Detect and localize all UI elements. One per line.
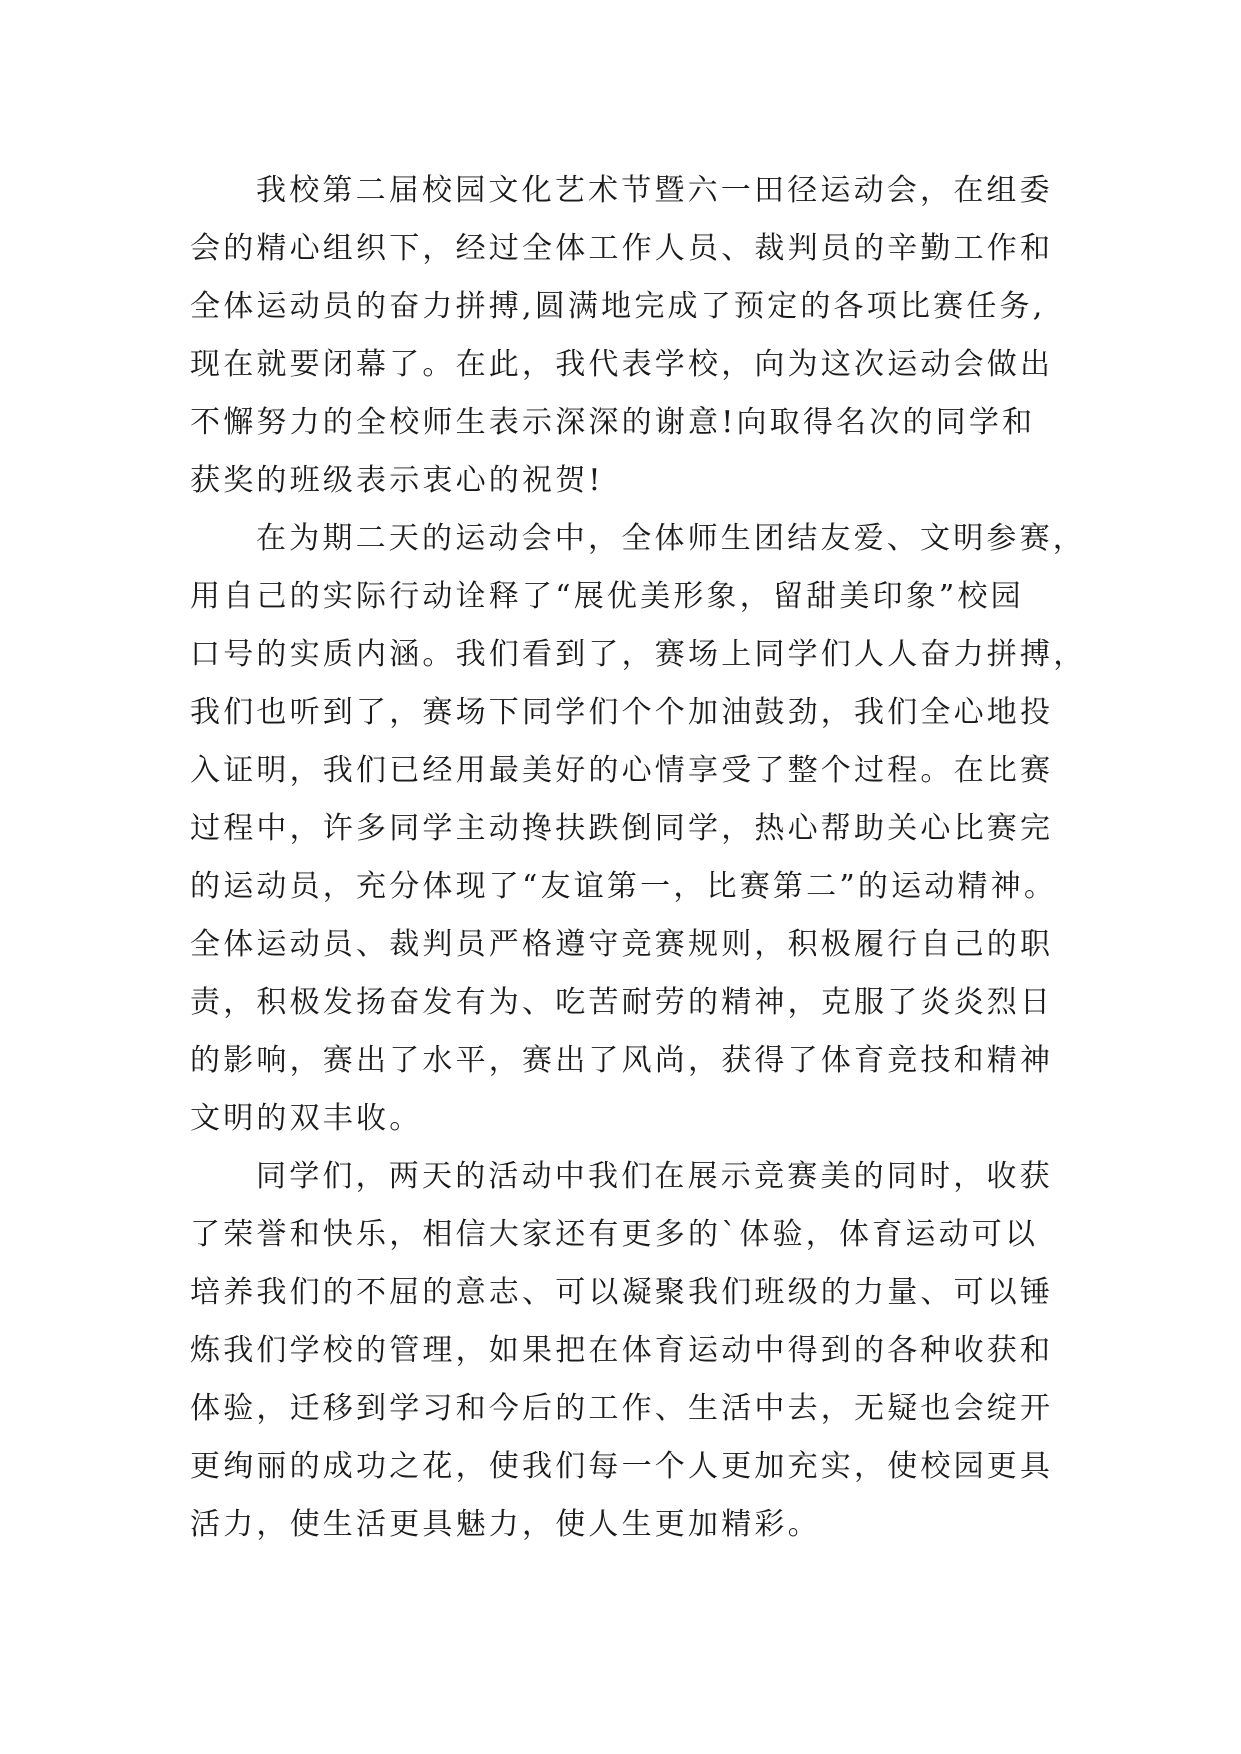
text-line: 会的精心组织下，经过全体工作人员、裁判员的辛勤工作和	[190, 231, 1054, 266]
text-line: 同学们，两天的活动中我们在展示竞赛美的同时，收获	[256, 1159, 1053, 1194]
text-line: 获奖的班级表示衷心的祝贺!	[190, 463, 604, 498]
text-line: 我校第二届校园文化艺术节暨六一田径运动会，在组委	[256, 173, 1053, 208]
text-line: 过程中，许多同学主动搀扶跌倒同学，热心帮助关心比赛完	[190, 811, 1054, 846]
text-line: 体验，迁移到学习和今后的工作、生活中去，无疑也会绽开	[190, 1391, 1054, 1426]
text-line: 的运动员，充分体现了“友谊第一，比赛第二”的运动精神。	[190, 869, 1058, 904]
text-line: 全体运动员的奋力拼搏,圆满地完成了预定的各项比赛任务,	[190, 289, 1046, 324]
text-line: 文明的双丰收。	[190, 1101, 423, 1136]
text-line: 的影响，赛出了水平，赛出了风尚，获得了体育竞技和精神	[190, 1043, 1054, 1078]
text-line: 炼我们学校的管理，如果把在体育运动中得到的各种收获和	[190, 1333, 1054, 1368]
text-line: 责，积极发扬奋发有为、吃苦耐劳的精神，克服了炎炎烈日	[190, 985, 1054, 1020]
text-line: 我们也听到了，赛场下同学们个个加油鼓劲，我们全心地投	[190, 695, 1054, 730]
text-line: 口号的实质内涵。我们看到了，赛场上同学们人人奋力拼搏，	[190, 637, 1087, 672]
paragraph-1	[190, 162, 1095, 510]
text-line: 用自己的实际行动诠释了“展优美形象，留甜美印象”校园	[190, 579, 1024, 614]
text-line: 培养我们的不屈的意志、可以凝聚我们班级的力量、可以锤	[190, 1275, 1054, 1310]
paragraph-2	[190, 510, 1095, 1148]
text-line: 在为期二天的运动会中，全体师生团结友爱、文明参赛，	[256, 521, 1086, 556]
text-line: 全体运动员、裁判员严格遵守竞赛规则，积极履行自己的职	[190, 927, 1054, 962]
text-line: 活力，使生活更具魅力，使人生更加精彩。	[190, 1507, 821, 1542]
text-line: 更绚丽的成功之花，使我们每一个人更加充实，使校园更具	[190, 1449, 1054, 1484]
text-line: 了荣誉和快乐，相信大家还有更多的`体验，体育运动可以	[190, 1217, 1039, 1252]
text-line: 不懈努力的全校师生表示深深的谢意!向取得名次的同学和	[190, 405, 1036, 440]
paragraph-3	[190, 1148, 1095, 1554]
text-line: 入证明，我们已经用最美好的心情享受了整个过程。在比赛	[190, 753, 1054, 788]
document-body	[190, 162, 1095, 1554]
text-line: 现在就要闭幕了。在此，我代表学校，向为这次运动会做出	[190, 347, 1054, 382]
